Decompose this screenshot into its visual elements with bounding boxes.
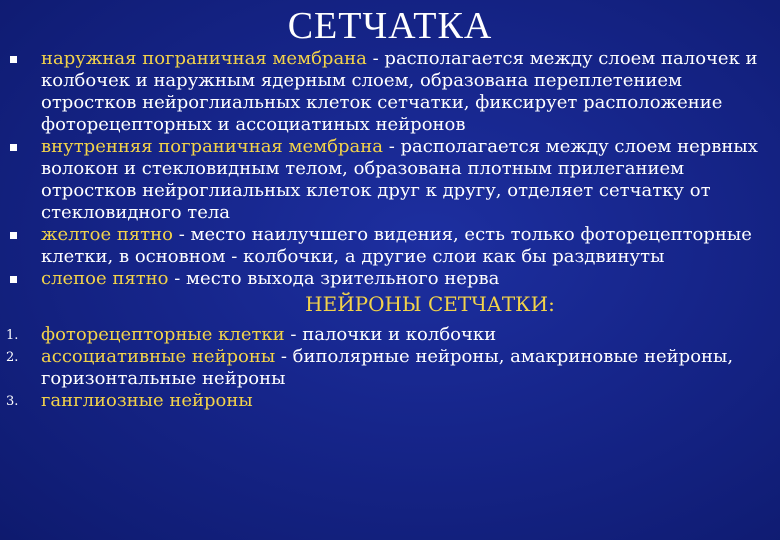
numbered-term: фоторецепторные клетки (41, 324, 285, 345)
numbered-term: ганглиозные нейроны (41, 390, 253, 411)
bullet-text: - располагается между слоем палочек и колбочек и наружным ядерным слоем, образована переплетением отростков нейроглиальных клеток сетчатки, фиксирует расположение фоторецепторных и ассоциатиных нейронов (41, 48, 758, 135)
item-number: 2. (6, 350, 19, 365)
numbered-term: ассоциативные нейроны (41, 346, 276, 367)
item-number: 3. (6, 394, 19, 409)
section-subheading: НЕЙРОНЫ СЕТЧАТКИ: (305, 292, 555, 316)
bullet-term: наружная пограничная мембрана (41, 48, 367, 69)
bullet-term: слепое пятно (41, 268, 169, 289)
bullet-term: внутренняя пограничная мембрана (41, 136, 383, 157)
numbered-item (0, 324, 780, 346)
bullet-item (0, 268, 780, 290)
numbered-item (0, 346, 780, 390)
square-bullet-icon (10, 276, 17, 283)
bullet-text: - место наилучшего видения, есть только фоторецепторные клетки, в основном - колбочки, а другие слои как бы раздвинуты (41, 224, 752, 267)
square-bullet-icon (10, 144, 17, 151)
bullet-item (0, 136, 780, 224)
square-bullet-icon (10, 56, 17, 63)
numbered-item (0, 390, 780, 412)
bullet-list (0, 48, 780, 412)
item-number: 1. (6, 328, 19, 343)
bullet-item (0, 224, 780, 268)
slide-title: СЕТЧАТКА (287, 5, 493, 47)
numbered-text: - биполярные нейроны, амакриновые нейроны, горизонтальные нейроны (41, 346, 734, 389)
bullet-item (0, 48, 780, 136)
numbered-text: - палочки и колбочки (284, 324, 497, 345)
bullet-text: - место выхода зрительного нерва (168, 268, 500, 289)
square-bullet-icon (10, 232, 17, 239)
bullet-text: - располагается между слоем нервных волокон и стекловидным телом, образована плотным прилеганием отростков нейроглиальных клеток друг к другу, отделяет сетчатку от стекловидного тела (41, 136, 758, 223)
bullet-term: желтое пятно (41, 224, 173, 245)
